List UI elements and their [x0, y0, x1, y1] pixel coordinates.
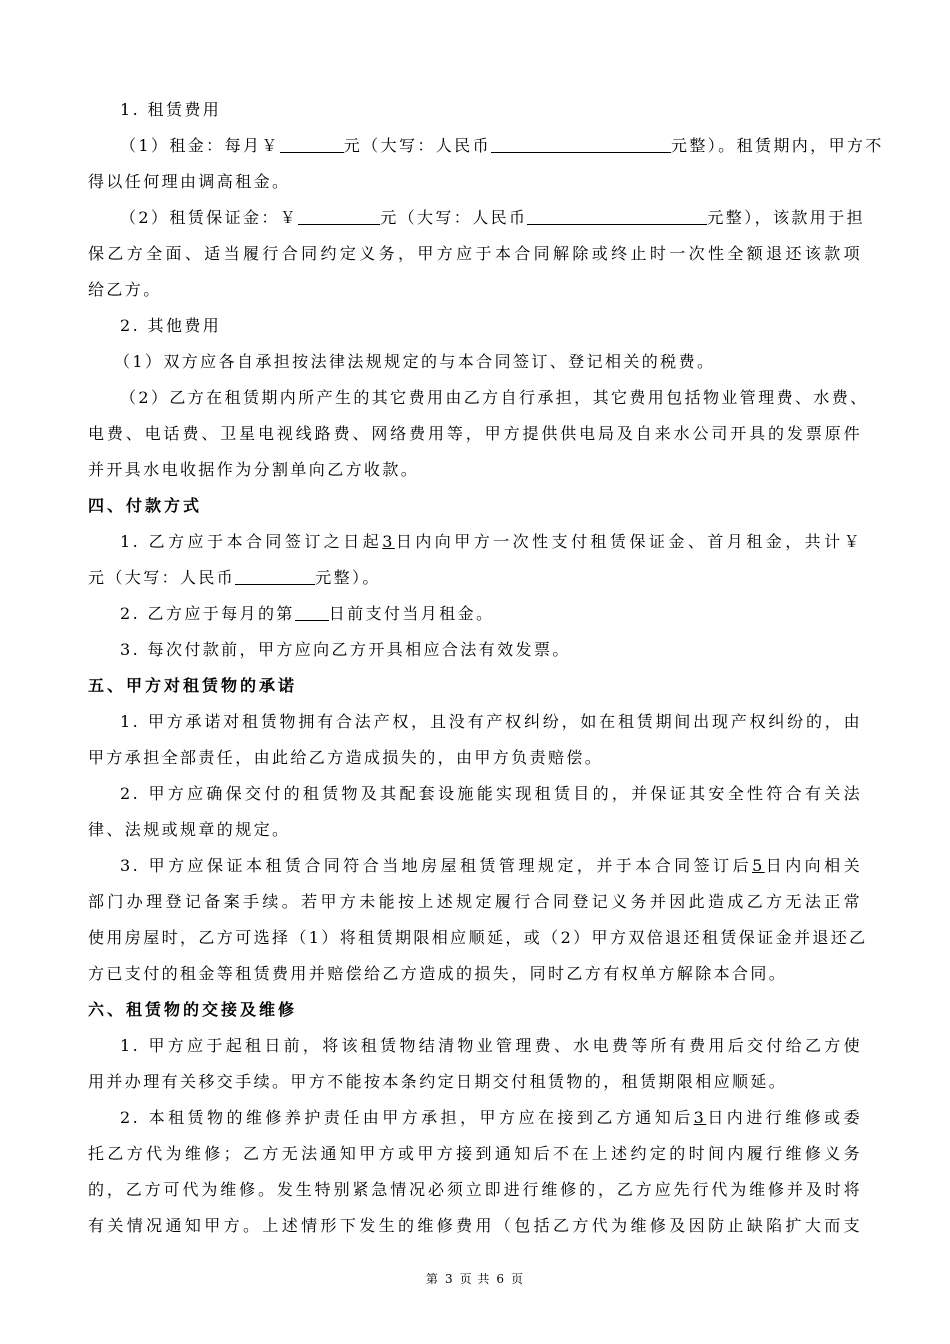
paragraph-commitment-1-cont: 甲方承担全部责任，由此给乙方造成损失的，由甲方负责赔偿。: [88, 748, 604, 767]
paragraph-handover-1: 1. 甲方应于起租日前，将该租赁物结清物业管理费、水电费等所有费用后交付给乙方使: [120, 1036, 862, 1055]
paragraph-commitment-2: 2. 甲方应确保交付的租赁物及其配套设施能实现租赁目的，并保证其安全性符合有关法: [120, 784, 862, 803]
paragraph-payment-2: 2. 乙方应于每月的第 日前支付当月租金。: [120, 604, 495, 623]
paragraph-deposit-cont-1: 保乙方全面、适当履行合同约定义务，甲方应于本合同解除或终止时一次性全额退还该款项: [88, 244, 862, 263]
paragraph-other-costs-cont-1: 电费、电话费、卫星电视线路费、网络费用等，甲方提供供电局及自来水公司开具的发票原件: [88, 424, 862, 443]
paragraph-repair-2: 2. 本租赁物的维修养护责任由甲方承担，甲方应在接到乙方通知后3日内进行维修或委: [120, 1108, 862, 1127]
paragraph-deposit-cont-2: 给乙方。: [88, 280, 162, 299]
paragraph-taxes: （1）双方应各自承担按法律法规规定的与本合同签订、登记相关的税费。: [114, 352, 716, 371]
paragraph-commitment-3-cont-1: 部门办理登记备案手续。若甲方未能按上述规定履行合同登记义务并因此造成乙方无法正常: [88, 892, 862, 911]
paragraph-other-costs-cont-2: 并开具水电收据作为分割单向乙方收款。: [88, 460, 420, 479]
section-heading-lessor-commitment: 五、甲方对租赁物的承诺: [88, 676, 298, 695]
subsection-title-other-fees: 2. 其他费用: [120, 316, 222, 335]
deposit-amount-blank[interactable]: [298, 208, 380, 225]
paragraph-commitment-3-cont-3: 方已支付的租金等租赁费用并赔偿给乙方造成的损失，同时乙方有权单方解除本合同。: [88, 964, 788, 983]
registration-days-value: 5: [752, 856, 765, 875]
paragraph-payment-3: 3. 每次付款前，甲方应向乙方开具相应合法有效发票。: [120, 640, 571, 659]
paragraph-commitment-2-cont: 律、法规或规章的规定。: [88, 820, 291, 839]
paragraph-deposit: （2）租赁保证金：￥ 元（大写：人民币 元整），该款用于担: [120, 208, 865, 227]
paragraph-repair-2-cont-2: 的，乙方可代为维修。发生特别紧急情况必须立即进行维修的，乙方应先行代为维修并及时将: [88, 1180, 862, 1199]
paragraph-repair-2-cont-1: 托乙方代为维修；乙方无法通知甲方或甲方接到通知后不在上述约定的时间内履行维修义务: [88, 1144, 862, 1163]
total-page-number: 6: [496, 1272, 506, 1286]
payment-days-value: 3: [382, 532, 395, 551]
paragraph-rent-amount-cont: 得以任何理由调高租金。: [88, 172, 291, 191]
paragraph-handover-1-cont: 用并办理有关移交手续。甲方不能按本条约定日期交付租赁物的，租赁期限相应顺延。: [88, 1072, 788, 1091]
paragraph-commitment-3: 3. 甲方应保证本租赁合同符合当地房屋租赁管理规定，并于本合同签订后5日内向相关: [120, 856, 862, 875]
paragraph-commitment-3-cont-2: 使用房屋时，乙方可选择（1）将租赁期限相应顺延，或（2）甲方双倍退还租赁保证金并退还乙: [88, 928, 868, 947]
paragraph-payment-1: 1. 乙方应于本合同签订之日起3日内向甲方一次性支付租赁保证金、首月租金，共计￥: [120, 532, 862, 551]
rent-amount-blank[interactable]: [280, 136, 344, 153]
rent-amount-words-blank[interactable]: [491, 136, 671, 153]
repair-days-value: 3: [693, 1108, 707, 1127]
section-heading-handover-repair: 六、租赁物的交接及维修: [88, 1000, 298, 1019]
paragraph-payment-1-cont: 元（大写：人民币 元整）。: [88, 568, 381, 587]
paragraph-rent-amount: （1）租金：每月￥ 元（大写：人民币 元整）。租赁期内，甲方不: [120, 136, 884, 155]
page-number-footer: 第 3 页 共 6 页: [425, 1272, 525, 1286]
payment-total-words-blank[interactable]: [235, 568, 315, 585]
section-heading-payment: 四、付款方式: [88, 496, 203, 515]
paragraph-repair-2-cont-3: 有关情况通知甲方。上述情形下发生的维修费用（包括乙方代为维修及因防止缺陷扩大而支: [88, 1216, 862, 1235]
current-page-number: 3: [444, 1272, 454, 1286]
paragraph-other-costs: （2）乙方在租赁期内所产生的其它费用由乙方自行承担，其它费用包括物业管理费、水费、: [120, 388, 869, 407]
paragraph-commitment-1: 1. 甲方承诺对租赁物拥有合法产权，且没有产权纠纷，如在租赁期间出现产权纠纷的，由: [120, 712, 862, 731]
deposit-amount-words-blank[interactable]: [527, 208, 707, 225]
subsection-title-rent-fees: 1. 租赁费用: [120, 100, 222, 119]
monthly-due-day-blank[interactable]: [295, 604, 329, 621]
